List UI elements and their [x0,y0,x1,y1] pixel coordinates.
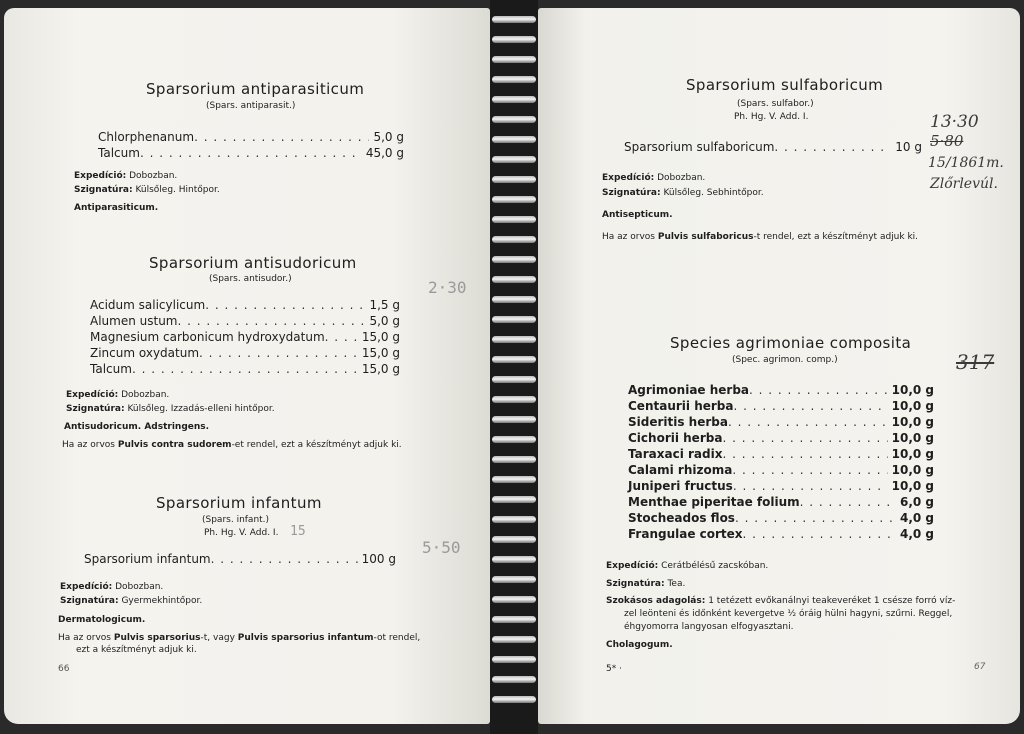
handwritten-note: 317 [956,350,995,374]
expedicio-line: Expedíció: Dobozban. [60,582,164,592]
right-page [538,8,1020,724]
spiral-ring [492,616,536,623]
ingredient-name: Centaurii herba [628,399,734,413]
leader-dots [205,298,365,312]
ingredient-row [90,298,400,312]
ingredient-amount: 10,0 g [891,431,934,445]
spiral-ring [492,76,536,83]
ingredient-amount: 100 g [361,552,396,566]
pencil-note: 5·50 [422,538,461,557]
ingredient-row [90,346,400,360]
ingredient-row [628,415,934,429]
ingredient-name: Menthae piperitae folium [628,495,800,509]
ingredient-row [84,552,396,566]
ingredient-row [628,479,934,493]
ingredient-name: Stocheados flos [628,511,735,525]
recipe-subtitle: (Spars. infant.) [202,515,270,525]
spiral-ring [492,156,536,163]
ingredient-amount: 10,0 g [891,415,934,429]
spiral-ring [492,216,536,223]
ingredient-name: Juniperi fructus [628,479,733,493]
szignatura-line: Szignatúra: Külsőleg. Sebhintőpor. [602,188,764,198]
ingredient-name: Talcum [90,362,132,376]
ingredient-row [98,146,404,160]
ingredient-row [628,527,934,541]
ingredient-name: Sparsorium infantum [84,552,211,566]
prescription-note: Ha az orvos Pulvis contra sudorem-et rendel, ezt a készítményt adjuk ki. [62,440,402,450]
ingredient-amount: 1,5 g [369,298,400,312]
leader-dots [728,415,888,429]
prescription-note: Ha az orvos Pulvis sulfaboricus-t rendel, ezt a készítményt adjuk ki. [602,232,919,242]
spiral-ring [492,656,536,663]
spiral-ring [492,296,536,303]
ingredient-amount: 4,0 g [899,527,934,541]
leader-dots [178,314,366,328]
spiral-ring [492,576,536,583]
ingredient-row [628,383,934,397]
prescription-note-line2: ezt a készítményt adjuk ki. [76,645,197,655]
recipe-title: Sparsorium sulfaboricum [686,76,884,94]
spiral-binding [490,0,538,734]
ingredient-row [90,362,400,376]
handwritten-note: 15/1861m. [928,155,1004,171]
page-number: 67 [974,662,986,672]
pencil-note: 2·30 [428,278,467,297]
ingredient-amount: 15,0 g [361,346,400,360]
spiral-ring [492,356,536,363]
leader-dots [735,511,896,525]
ingredient-name: Agrimoniae herba [628,383,750,397]
spiral-ring [492,516,536,523]
ingredient-name: Chlorphenanum [98,130,195,144]
page-number: 66 [58,664,70,674]
ingredient-amount: 10,0 g [891,447,934,461]
ingredient-name: Taraxaci radix [628,447,723,461]
szignatura-line: Szignatúra: Külsőleg. Izzadás-elleni hintőpor. [66,404,275,414]
ingredient-name: Magnesium carbonicum hydroxydatum [90,330,325,344]
ingredient-row [628,399,934,413]
ingredient-row [90,330,400,344]
ingredient-name: Frangulae cortex [628,527,743,541]
recipe-title: Species agrimoniae composita [670,334,912,352]
category-line: Cholagogum. [606,640,673,650]
ingredient-amount: 10,0 g [891,383,934,397]
szignatura-line: Szignatúra: Tea. [606,579,686,589]
leader-dots [722,447,887,461]
dosage-instructions: Szokásos adagolás: 1 tetézett evőkanálnyi teakeveréket 1 csésze forró víz- zel leönteni és időnként kevergetve ½ óráig hülni hagyni, szűrni. Reggel, éhgyomorra langyosan elfogyasztani. [606,596,956,632]
recipe-subtitle: (Spars. sulfabor.) [737,99,814,109]
ingredient-name: Cichorii herba [628,431,723,445]
ingredient-row [624,140,922,154]
prescription-note: Ha az orvos Pulvis sparsorius-t, vagy Pulvis sparsorius infantum-ot rendel, [58,633,421,643]
pencil-note: 15 [290,524,306,539]
category-line: Dermatologicum. [58,615,146,625]
pharmacopoeia-ref: Ph. Hg. V. Add. I. [204,528,279,538]
spiral-ring [492,596,536,603]
spiral-ring [492,396,536,403]
ingredient-row [628,431,934,445]
spiral-ring [492,676,536,683]
ingredient-row [628,511,934,525]
leader-dots [749,383,888,397]
ingredient-amount: 10,0 g [891,479,934,493]
ingredient-name: Acidum salicylicum [90,298,206,312]
ingredient-amount: 4,0 g [899,511,934,525]
ingredient-amount: 15,0 g [361,362,400,376]
ingredient-amount: 15,0 g [361,330,400,344]
spiral-ring [492,476,536,483]
spiral-ring [492,436,536,443]
szignatura-line: Szignatúra: Külsőleg. Hintőpor. [74,185,220,195]
spiral-ring [492,376,536,383]
handwritten-note: Zlőrlevúl. [930,176,998,192]
spiral-ring [492,536,536,543]
leader-dots [733,399,887,413]
ingredient-row [90,314,400,328]
leader-dots [194,130,369,144]
category-line: Antisudoricum. Adstringens. [64,422,210,432]
ingredient-amount: 45,0 g [365,146,404,160]
ingredient-amount: 10,0 g [891,463,934,477]
spiral-ring [492,176,536,183]
ingredient-name: Sideritis herba [628,415,728,429]
left-page [4,8,490,724]
leader-dots [774,140,891,154]
leader-dots [800,495,896,509]
recipe-subtitle: (Spec. agrimon. comp.) [732,355,838,365]
expedicio-line: Expedíció: Dobozban. [66,390,170,400]
recipe-title: Sparsorium antisudoricum [149,254,357,272]
leader-dots [199,346,358,360]
leader-dots [211,552,358,566]
pharmacopoeia-ref: Ph. Hg. V. Add. I. [734,112,809,122]
spiral-ring [492,496,536,503]
ingredient-amount: 10 g [895,140,922,154]
recipe-subtitle: (Spars. antiparasit.) [206,101,296,111]
leader-dots [325,330,358,344]
category-line: Antiparasiticum. [74,203,159,213]
handwritten-note: 5·80 [930,132,964,150]
expedicio-line: Expedíció: Dobozban. [74,171,178,181]
handwritten-note: 13·30 [930,112,979,132]
ingredient-amount: 5,0 g [373,130,404,144]
spiral-ring [492,636,536,643]
leader-dots [733,479,888,493]
ingredient-name: Talcum [98,146,140,160]
spiral-ring [492,456,536,463]
spiral-ring [492,56,536,63]
ingredient-amount: 10,0 g [891,399,934,413]
leader-dots [132,362,358,376]
spiral-ring [492,196,536,203]
category-line: Antisepticum. [602,210,673,220]
spiral-ring [492,556,536,563]
ingredient-name: Zincum oxydatum [90,346,200,360]
spiral-ring [492,36,536,43]
ingredient-name: Alumen ustum [90,314,178,328]
recipe-subtitle: (Spars. antisudor.) [209,274,292,284]
expedicio-line: Expedíció: Dobozban. [602,173,706,183]
leader-dots [722,431,887,445]
ingredient-row [98,130,404,144]
spiral-ring [492,116,536,123]
expedicio-line: Expedíció: Cerátbélésű zacskóban. [606,561,769,571]
spiral-ring [492,96,536,103]
ingredient-amount: 5,0 g [369,314,400,328]
ingredient-row [628,463,934,477]
signature-mark: 5* · [606,664,622,674]
recipe-title: Sparsorium infantum [156,494,322,512]
spiral-ring [492,316,536,323]
leader-dots [140,146,362,160]
leader-dots [743,527,896,541]
spiral-ring [492,16,536,23]
ingredient-name: Calami rhizoma [628,463,733,477]
spiral-ring [492,236,536,243]
spiral-ring [492,276,536,283]
leader-dots [732,463,887,477]
ingredient-row [628,495,934,509]
spiral-ring [492,336,536,343]
ingredient-name: Sparsorium sulfaboricum [624,140,775,154]
spiral-ring [492,256,536,263]
spiral-ring [492,416,536,423]
ingredient-row [628,447,934,461]
ingredient-amount: 6,0 g [899,495,934,509]
recipe-title: Sparsorium antiparasiticum [146,80,365,98]
spiral-ring [492,136,536,143]
spiral-ring [492,696,536,703]
szignatura-line: Szignatúra: Gyermekhintőpor. [60,596,203,606]
